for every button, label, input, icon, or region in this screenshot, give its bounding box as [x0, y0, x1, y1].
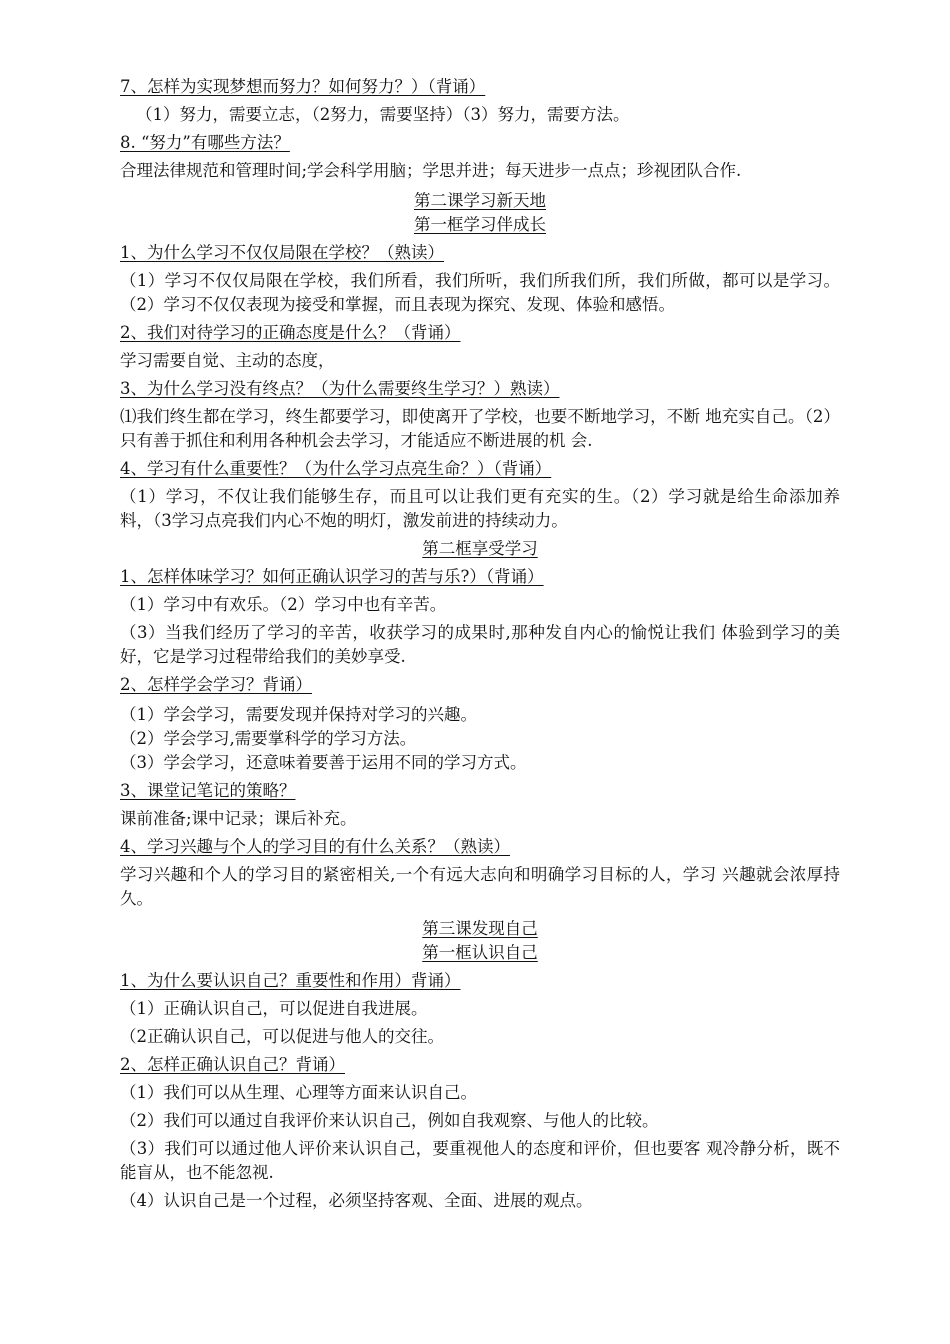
lesson-2-frame-1-title: 第一框学习伴成长: [414, 215, 546, 234]
answer-l3f1-1a: （1）正确认识自己，可以促进自我进展。: [120, 999, 428, 1018]
question-l2f1-4: 4、学习有什么重要性？（为什么学习点亮生命？）（背诵）: [120, 459, 552, 478]
document-page: [120, 75, 840, 1213]
answer-l3f1-2a: （1）我们可以从生理、心理等方面来认识自己。: [120, 1083, 477, 1102]
question-7: 7、怎样为实现梦想而努力？如何努力？）（背诵）: [120, 77, 486, 96]
answer-l2f1-1: （1）学习不仅仅局限在学校，我们所看，我们所听，我们所我们所，我们所做，都可以是学习。（2）学习不仅仅表现为接受和掌握，而且表现为探究、发现、体验和感悟。: [120, 271, 840, 314]
answer-l3f1-1b: （2正确认识自己，可以促进与他人的交往。: [120, 1027, 444, 1046]
question-l3f1-2: 2、怎样正确认识自己？背诵）: [120, 1055, 345, 1074]
answer-l3f1-2d: （4）认识自己是一个过程，必须坚持客观、全面、进展的观点。: [120, 1191, 593, 1210]
answer-l2f1-3: ⑴我们终生都在学习，终生都要学习，即使离开了学校，也要不断地学习，不断 地充实自己。（2）只有善于抓住和利用各种机会去学习，才能适应不断进展的机 会.: [120, 407, 840, 450]
question-l3f1-1: 1、为什么要认识自己？重要性和作用）背诵）: [120, 971, 461, 990]
question-l2f2-4: 4、学习兴趣与个人的学习目的有什么关系？（熟读）: [120, 837, 510, 856]
question-l2f2-3: 3、课堂记笔记的策略？: [120, 781, 296, 800]
answer-l2f1-4: （1）学习，不仅让我们能够生存，而且可以让我们更有充实的生。（2）学习就是给生命添加养料，（3学习点亮我们内心不炮的明灯，激发前进的持续动力。: [120, 487, 840, 530]
answer-l3f1-2b: （2）我们可以通过自我评价来认识自己，例如自我观察、与他人的比较。: [120, 1111, 659, 1130]
lesson-3-title: 第三课发现自己: [422, 919, 538, 938]
question-l2f1-2: 2、我们对待学习的正确态度是什么？（背诵）: [120, 323, 461, 342]
answer-l2f2-2b: （2）学会学习,需要掌科学的学习方法。: [120, 729, 417, 748]
answer-l2f2-2c: （3）学会学习，还意味着要善于运用不同的学习方式。: [120, 753, 527, 772]
answer-l2f2-2a: （1）学会学习，需要发现并保持对学习的兴趣。: [120, 705, 477, 724]
answer-l2f2-3: 课前准备;课中记录；课后补充。: [120, 809, 357, 828]
question-l2f1-1: 1、为什么学习不仅仅局限在学校？（熟读）: [120, 243, 444, 262]
answer-l2f1-2: 学习需要自觉、主动的态度，: [120, 351, 335, 370]
answer-8: 合理法律规范和管理时间;学会科学用脑；学思并进；每天进步一点点；珍视团队合作.: [120, 161, 742, 180]
lesson-2-frame-2-title: 第二框享受学习: [422, 539, 538, 558]
answer-l2f2-1a: （1）学习中有欢乐。（2）学习中也有辛苦。: [120, 595, 447, 614]
question-l2f2-1: 1、怎样体味学习？如何正确认识学习的苦与乐?）（背诵）: [120, 567, 544, 586]
answer-l3f1-2c: （3）我们可以通过他人评价来认识自己，要重视他人的态度和评价，但也要客 观冷静分析，既不能盲从，也不能忽视.: [120, 1139, 840, 1182]
answer-l2f2-1b: （3）当我们经历了学习的辛苦，收获学习的成果时,那种发自内心的愉悦让我们 体验到学习的美好，它是学习过程带给我们的美妙享受.: [120, 623, 840, 666]
lesson-3-frame-1-title: 第一框认识自己: [422, 943, 538, 962]
question-l2f2-2: 2、怎样学会学习？背诵）: [120, 675, 312, 694]
answer-l2f2-4: 学习兴趣和个人的学习目的紧密相关,一个有远大志向和明确学习目标的人，学习 兴趣就会浓厚持久。: [120, 865, 840, 908]
question-l2f1-3: 3、为什么学习没有终点？（为什么需要终生学习？）熟读）: [120, 379, 560, 398]
lesson-2-title: 第二课学习新天地: [414, 191, 546, 210]
answer-7: （1）努力，需要立志，（2努力，需要坚持）（3）努力，需要方法。: [136, 105, 630, 124]
question-8: 8. “努力”有哪些方法？: [120, 133, 290, 152]
